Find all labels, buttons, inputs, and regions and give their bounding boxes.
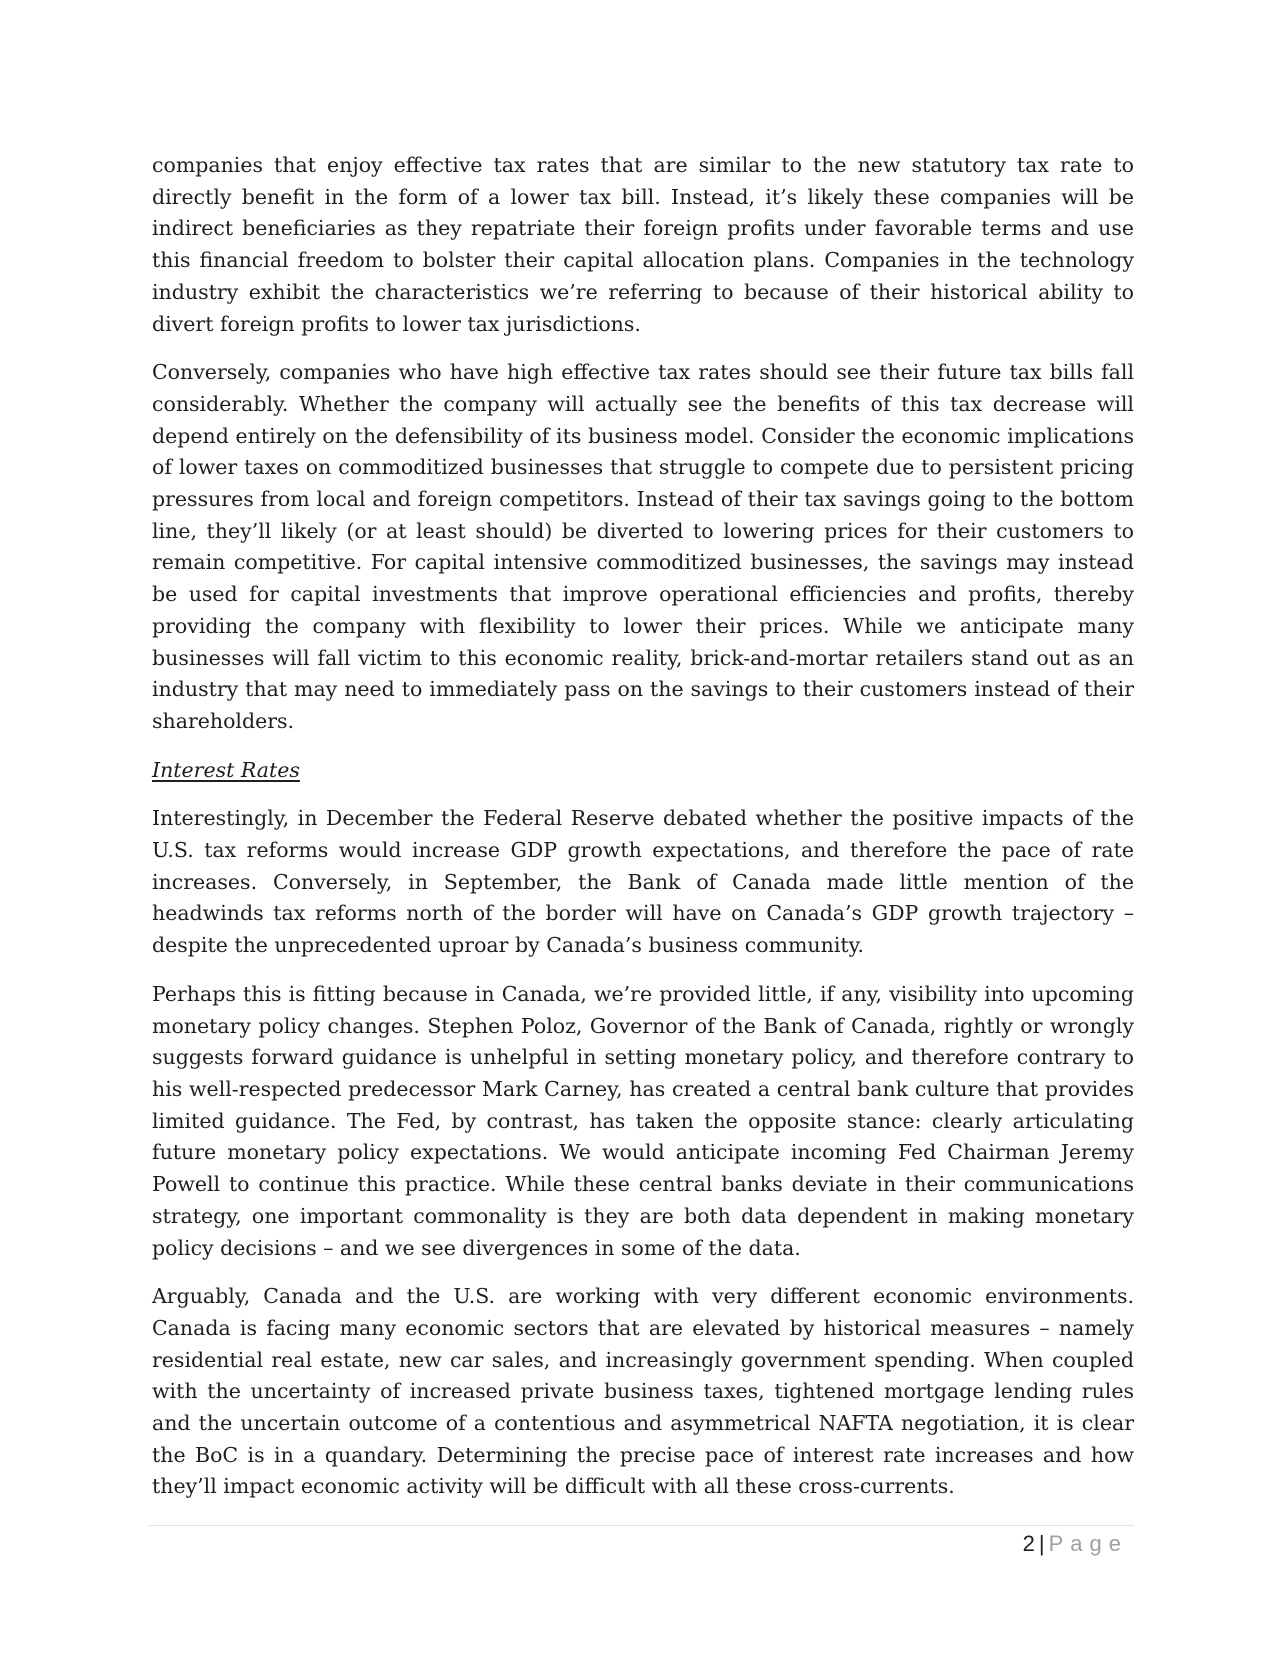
footer-divider	[148, 1525, 1134, 1526]
paragraph: companies that enjoy effective tax rates that are similar to the new statutory tax rate to directly benefit in the form of a lower tax bill. Instead, it’s likely these companies will be indirect beneficiaries as they repatriate their foreign profits under favorable terms and use this financial freedom to bolster their capital allocation plans. Companies in the technology industry exhibit the characteristics we’re referring to because of their historical ability to divert foreign profits to lower tax jurisdictions.	[152, 153, 1134, 336]
page-number: 2	[1022, 1531, 1035, 1556]
paragraph: Perhaps this is fitting because in Canada, we’re provided little, if any, visibility into upcoming monetary policy changes. Stephen Poloz, Governor of the Bank of Canada, rightly or wrongly suggests forward guidance is unhelpful in setting monetary policy, and therefore contrary to his well-respected predecessor Mark Carney, has created a central bank culture that provides limited guidance. The Fed, by contrast, has taken the opposite stance: clearly articulating future monetary policy expectations. We would anticipate incoming Fed Chairman Jeremy Powell to continue this practice. While these central banks deviate in their communications strategy, one important commonality is they are both data dependent in making monetary policy decisions – and we see divergences in some of the data.	[152, 981, 1134, 1260]
page-footer	[1023, 1527, 1128, 1561]
paragraph: Conversely, companies who have high effective tax rates should see their future tax bills fall considerably. Whether the company will actually see the benefits of this tax decrease will depend entirely on the defensibility of its business model. Consider the economic implications of lower taxes on commoditized businesses that struggle to compete due to persistent pricing pressures from local and foreign competitors. Instead of their tax savings going to the bottom line, they’ll likely (or at least should) be diverted to lowering prices for their customers to remain competitive. For capital intensive commoditized businesses, the savings may instead be used for capital investments that improve operational efficiencies and profits, thereby providing the company with flexibility to lower their prices. While we anticipate many businesses will fall victim to this economic reality, brick-and-mortar retailers stand out as an industry that may need to immediately pass on the savings to their customers instead of their shareholders.	[152, 360, 1134, 733]
body-text	[152, 150, 1134, 1520]
page-label: Page	[1048, 1531, 1128, 1556]
paragraph: Arguably, Canada and the U.S. are working with very different economic environments. Canada is facing many economic sectors that are elevated by historical measures – namely residential real estate, new car sales, and increasingly government spending. When coupled with the uncertainty of increased private business taxes, tightened mortgage lending rules and the uncertain outcome of a contentious and asymmetrical NAFTA negotiation, it is clear the BoC is in a quandary. Determining the precise pace of interest rate increases and how they’ll impact economic activity will be difficult with all these cross-currents.	[152, 1284, 1134, 1499]
footer-separator: |	[1038, 1531, 1045, 1556]
paragraph: Interestingly, in December the Federal Reserve debated whether the positive impacts of the U.S. tax reforms would increase GDP growth expectations, and therefore the pace of rate increases. Conversely, in September, the Bank of Canada made little mention of the headwinds tax reforms north of the border will have on Canada’s GDP growth trajectory – despite the unprecedented uproar by Canada’s business community.	[152, 806, 1134, 958]
section-heading: Interest Rates	[152, 757, 300, 782]
